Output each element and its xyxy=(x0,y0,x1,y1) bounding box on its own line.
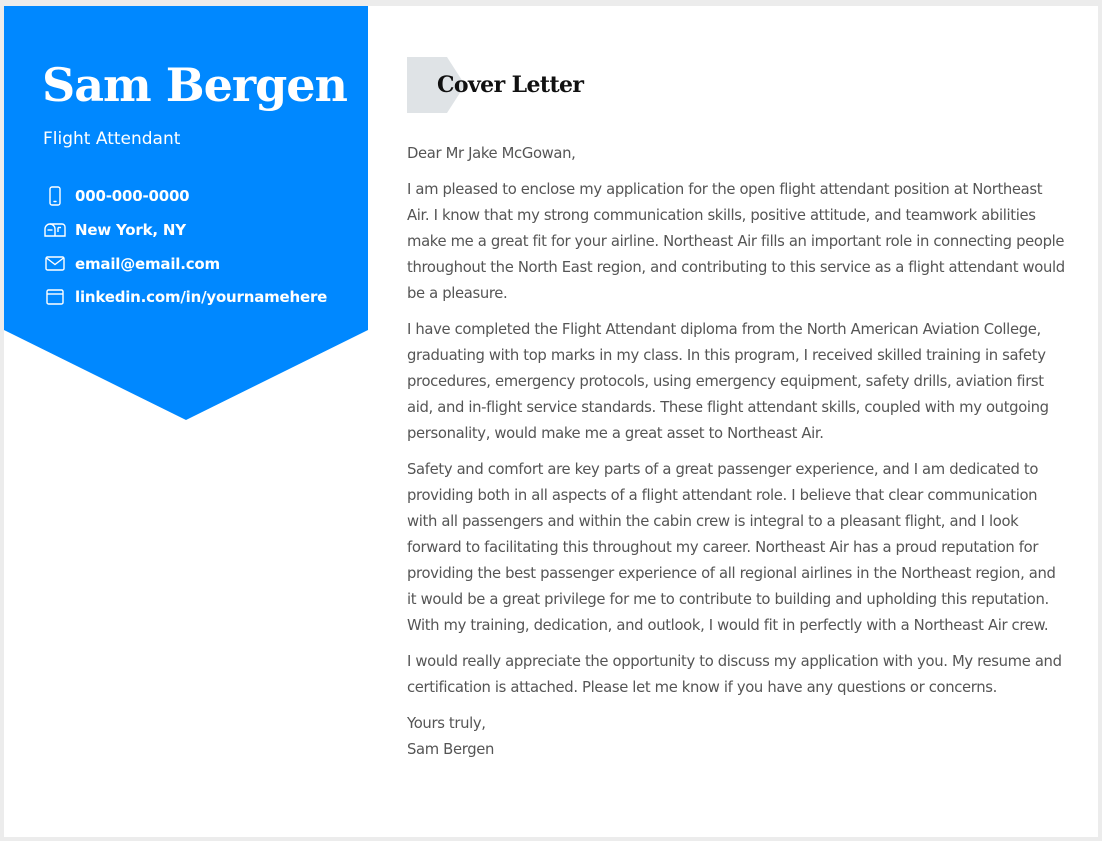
mailbox-icon xyxy=(44,219,66,241)
signoff xyxy=(407,711,1067,763)
letter-content xyxy=(407,57,1067,763)
letter-body xyxy=(407,141,1067,763)
contact-list xyxy=(44,183,344,318)
contact-linkedin xyxy=(44,284,344,310)
linkedin-url[interactable]: linkedin.com/in/yournamehere xyxy=(75,288,328,307)
paragraph-1: I am pleased to enclose my application for the open flight attendant position at Northeast Air. I know that my strong communication skills, positive attitude, and teamwork abilities make me a great fit for your airline. Northeast Air fills an important role in connecting people throughout the North East region, and contributing to this service as a flight attendant would be a pleasure. xyxy=(407,181,1065,302)
envelope-icon xyxy=(44,253,66,275)
closing: Yours truly, xyxy=(407,715,486,732)
sidebar-banner xyxy=(4,6,368,420)
salutation: Dear Mr Jake McGowan, xyxy=(407,145,576,162)
paragraph-4: I would really appreciate the opportunity to discuss my application with you. My resume and certification is attached. Please let me know if you have any questions or concerns. xyxy=(407,653,1062,696)
letter-heading: Cover Letter xyxy=(437,72,584,98)
cover-letter-page xyxy=(4,6,1098,837)
paragraph-3: Safety and comfort are key parts of a great passenger experience, and I am dedicated to providing both in all aspects of a flight attendant role. I believe that clear communication with all passengers and within the cabin crew is integral to a pleasant flight, and I look forward to facilitating this throughout my career. Northeast Air has a proud reputation for providing the best passenger experience of all regional airlines in the Northeast region, and it would be a great privilege for me to contribute to building and upholding this reputation. With my training, dedication, and outlook, I would fit in perfectly with a Northeast Air crew. xyxy=(407,461,1056,634)
candidate-name: Sam Bergen xyxy=(42,58,347,112)
email-address[interactable]: email@email.com xyxy=(75,254,220,273)
browser-window-icon xyxy=(44,286,66,308)
contact-location xyxy=(44,217,344,243)
paragraph-2: I have completed the Flight Attendant diploma from the North American Aviation College, graduating with top marks in my class. In this program, I received skilled training in safety procedures, emergency protocols, using emergency equipment, safety drills, aviation first aid, and in-flight service standards. These flight attendant skills, coupled with my outgoing personality, would make me a great asset to Northeast Air. xyxy=(407,321,1049,442)
signature: Sam Bergen xyxy=(407,741,495,758)
job-title: Flight Attendant xyxy=(43,129,181,149)
phone-number[interactable]: 000-000-0000 xyxy=(75,187,190,205)
phone-icon xyxy=(44,185,66,207)
contact-email xyxy=(44,251,344,277)
contact-phone xyxy=(44,183,344,209)
heading-block xyxy=(407,57,707,113)
location-text: New York, NY xyxy=(75,220,186,239)
